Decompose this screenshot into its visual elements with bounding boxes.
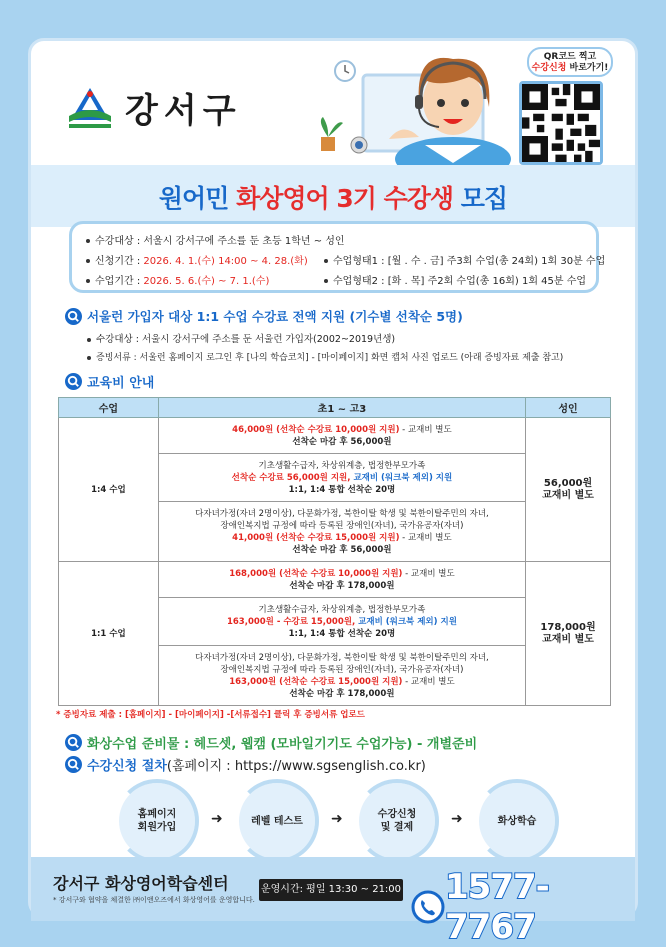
g1c3-line2: 장애인복지법 규정에 따라 등록된 장애인(자녀), 국가유공자(자녀)	[220, 520, 464, 531]
info-type1-text: 수업형태1 : [월 . 수 . 금] 주3회 수업(총 24회) 1회 30분 수업	[333, 256, 606, 267]
header	[31, 41, 635, 169]
g1c3-rest: - 교재비 별도	[399, 532, 452, 543]
g1c3-red: 41,000원 (선착순 수강료 15,000원 지원)	[232, 532, 400, 543]
info-target-label: 수강대상 :	[95, 236, 144, 247]
step-level-test	[239, 783, 315, 859]
fee-header-class: 수업	[59, 398, 159, 418]
section-seoul-learn-heading: 서울런 가입자 대상 1:1 수업 수강료 전액 지원 (기수별 선착순 5명)	[87, 309, 463, 324]
title-part3: 모집	[453, 184, 508, 213]
step3-line2: 및 결제	[380, 822, 414, 833]
g1-adult-price: 56,000원	[543, 477, 593, 489]
arrow-right-icon: ➜	[211, 811, 223, 827]
poster-card	[28, 38, 638, 947]
document-note: * 증빙자료 제출 : [홈페이지] - [마이페이지] -[서류접수] 클릭 후 증빙서류 업로드	[56, 710, 365, 720]
group1-cell2	[158, 454, 525, 502]
step1-line1: 홈페이지	[137, 809, 177, 820]
g2c3-red: 163,000원 (선착순 수강료 15,000원 지원)	[229, 676, 403, 687]
group1-label: 1:4 수업	[59, 418, 159, 562]
info-box	[69, 221, 606, 293]
g2c2-line1: 기초생활수급자, 차상위계층, 법정한부모가족	[258, 604, 426, 615]
g1-adult-note: 교재비 별도	[542, 489, 594, 501]
section-equipment	[65, 733, 477, 752]
info-apply-label: 신청기간 :	[95, 256, 144, 267]
step-learning	[479, 783, 555, 859]
seoul-learn-target-text: 수강대상 : 서울시 강서구에 주소를 둔 서울런 가입자(2002~2019년생)	[96, 334, 396, 345]
g1c1-rest: - 교재비 별도	[399, 424, 452, 435]
g2c2-line3: 1:1, 1:4 통합 선착순 20명	[288, 628, 396, 639]
group2-cell2	[158, 598, 525, 646]
gangseo-logo	[65, 83, 242, 132]
step1-line2: 회원가입	[137, 822, 177, 833]
page-title	[31, 179, 635, 215]
step3-line1: 수강신청	[377, 809, 417, 820]
g1c3-line4: 선착순 마감 후 56,000원	[292, 544, 392, 555]
g2c1-line2: 선착순 마감 후 178,000원	[289, 580, 395, 591]
group2-cell1	[158, 562, 525, 598]
g2c1-rest: - 교재비 별도	[402, 568, 455, 579]
phone-number[interactable]	[411, 867, 635, 947]
qr-speech-bubble	[527, 47, 613, 77]
magnifier-icon	[65, 734, 82, 751]
section-fee	[65, 372, 154, 391]
magnifier-icon	[65, 308, 82, 325]
g1c2-line3: 1:1, 1:4 통합 선착순 20명	[288, 484, 396, 495]
qr-line2-rest: 바로가기!	[566, 63, 609, 73]
fee-header-student: 초1 ~ 고3	[158, 398, 525, 418]
qr-code[interactable]	[519, 81, 603, 165]
group1-cell1	[158, 418, 525, 454]
title-part1: 원어민	[158, 184, 237, 213]
info-type1	[324, 252, 605, 267]
info-apply	[86, 252, 308, 267]
info-class-period	[86, 272, 269, 287]
group1-adult	[526, 418, 611, 562]
section-apply-steps	[65, 755, 426, 774]
step2-line1: 레벨 테스트	[251, 815, 303, 827]
fee-table-header	[59, 398, 611, 418]
footer-note: * 강서구와 협약을 체결한 ㈜이앤오즈에서 화상영어를 운영합니다.	[53, 896, 255, 904]
g2-adult-price: 178,000원	[540, 621, 596, 633]
apply-steps-url[interactable]: (홈페이지 : https://www.sgsenglish.co.kr)	[166, 759, 426, 774]
magnifier-icon	[65, 373, 82, 390]
step-signup	[119, 783, 195, 859]
g1c2-blue: 교재비 (워크북 제외) 지원	[353, 472, 453, 483]
step-payment	[359, 783, 435, 859]
phone-icon	[411, 890, 445, 924]
g1c1-line2: 선착순 마감 후 56,000원	[292, 436, 392, 447]
g1c3-line1: 다자녀가정(자녀 2명이상), 다문화가정, 북한이탈 학생 및 북한이탈주민의 자녀,	[195, 508, 489, 519]
qr-block	[519, 52, 619, 159]
magnifier-icon	[65, 756, 82, 773]
group2-label: 1:1 수업	[59, 562, 159, 706]
g2c2-red: 163,000원 - 수강료 15,000원,	[226, 616, 359, 627]
phone-number-text: 1577-7767	[445, 867, 549, 947]
center-name: 강서구 화상영어학습센터	[53, 874, 229, 893]
info-target-value: 서울시 강서구에 주소를 둔 초등 1학년 ~ 성인	[143, 236, 345, 247]
arrow-right-icon: ➜	[331, 811, 343, 827]
g2c3-line4: 선착순 마감 후 178,000원	[289, 688, 395, 699]
apply-steps-heading: 수강신청 절차	[87, 759, 167, 774]
info-type2-text: 수업형태2 : [화 . 목] 주2회 수업(총 16회) 1회 45분 수업	[333, 276, 587, 287]
group2-cell3	[158, 646, 525, 706]
operating-hours: 운영시간: 평일 13:30 ~ 21:00	[259, 879, 403, 901]
info-apply-value: 2026. 4. 1.(수) 14:00 ~ 4. 28.(화)	[143, 256, 308, 267]
group1-cell3	[158, 502, 525, 562]
apply-steps	[31, 781, 635, 865]
info-class-label: 수업기간 :	[95, 276, 144, 287]
seoul-learn-docs	[87, 350, 563, 363]
section-seoul-learn	[65, 307, 463, 325]
qr-line1: QR코드 찍고	[543, 52, 597, 62]
logo-text: 강서구	[125, 91, 242, 131]
g1c1-red: 46,000원 (선착순 수강료 10,000원 지원)	[232, 424, 400, 435]
qr-line2	[529, 63, 611, 74]
footer	[31, 857, 635, 947]
qr-code-icon	[522, 84, 600, 162]
table-row	[59, 418, 611, 454]
step4-line1: 화상학습	[497, 815, 537, 827]
table-row	[59, 562, 611, 598]
gangseo-logo-icon	[65, 86, 115, 130]
seoul-learn-docs-text: 증빙서류 : 서울런 홈페이지 로그인 후 [나의 학습코치] - [마이페이지] 화면 캡처 사진 업로드 (아래 증빙자료 제출 참고)	[96, 353, 564, 363]
section-fee-heading: 교육비 안내	[87, 376, 155, 391]
g2c3-line1: 다자녀가정(자녀 2명이상), 다문화가정, 북한이탈 학생 및 북한이탈주민의 자녀,	[195, 652, 489, 663]
g2c2-blue: 교재비 (워크북 제외) 지원	[358, 616, 457, 627]
operator-illustration	[293, 41, 533, 169]
g2c1-red: 168,000원 (선착순 수강료 10,000원 지원)	[229, 568, 403, 579]
section-equipment-heading: 화상수업 준비물 : 헤드셋, 웹캠 (모바일기기도 수업가능) - 개별준비	[87, 737, 478, 752]
info-type2	[324, 272, 586, 287]
qr-line2-red: 수강신청	[531, 63, 567, 73]
info-class-value: 2026. 5. 6.(수) ~ 7. 1.(수)	[143, 276, 270, 287]
seoul-learn-target	[87, 331, 395, 345]
fee-header-adult: 성인	[526, 398, 611, 418]
g1c2-red: 선착순 수강료 56,000원 지원,	[231, 472, 354, 483]
info-target	[86, 232, 345, 247]
group2-adult	[526, 562, 611, 706]
title-part2: 화상영어 3기 수강생	[236, 184, 454, 213]
g2c3-line2: 장애인복지법 규정에 따라 등록된 장애인(자녀), 국가유공자(자녀)	[220, 664, 464, 675]
arrow-right-icon: ➜	[451, 811, 463, 827]
g1c2-line1: 기초생활수급자, 차상위계층, 법정한부모가족	[258, 460, 426, 471]
fee-table	[58, 397, 611, 706]
g2c3-rest: - 교재비 별도	[402, 676, 455, 687]
g2-adult-note: 교재비 별도	[542, 633, 594, 645]
